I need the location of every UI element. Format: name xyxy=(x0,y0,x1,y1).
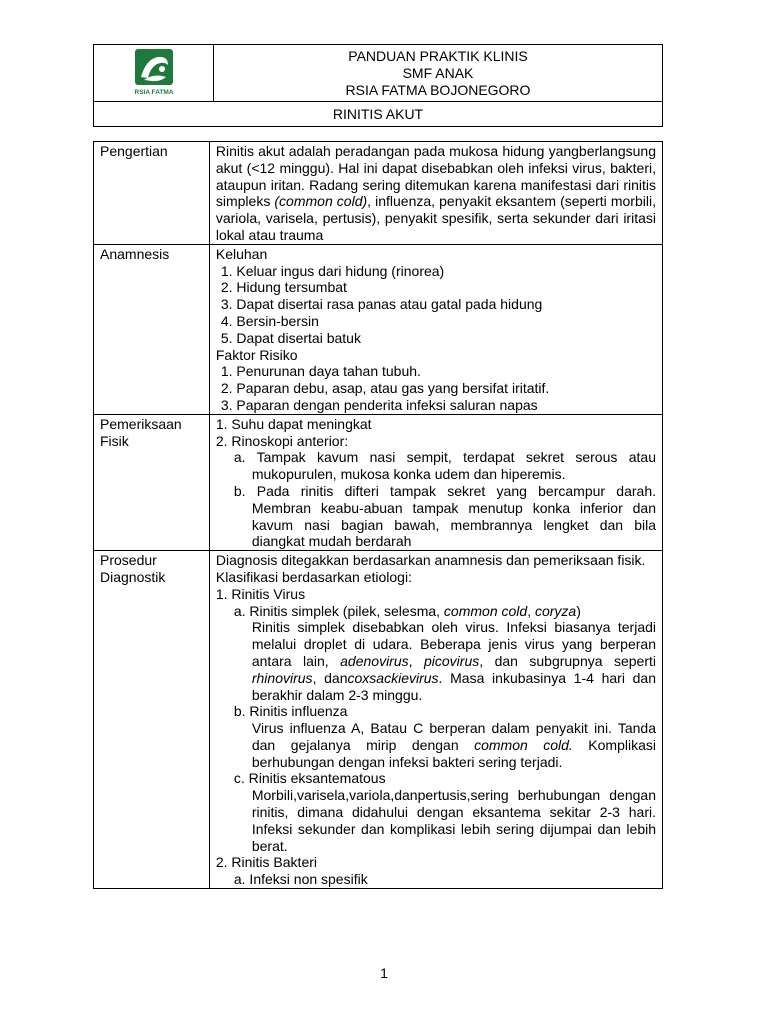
faktor-risiko-heading: Faktor Risiko xyxy=(215,346,298,363)
italic-term: coxsackievirus xyxy=(347,669,439,686)
keluhan-item: 3. Dapat disertai rasa panas atau gatal pada hidung xyxy=(220,296,543,313)
italic-term: adenovirus xyxy=(340,652,409,669)
text-segment: Komplikasi berhubungan dengan infeksi bakteri sering terjadi. xyxy=(251,736,656,770)
pengertian-text-1: Rinitis akut adalah peradangan pada mukosa hidung yangberlangsung akut (<12 minggu). Hal ini dapat disebabkan oleh infeksi virus, bakteri, ataupun iritan. Radang sering ditemukan karena manifestasi dari rinitis simpleks xyxy=(215,143,656,210)
italic-term: common cold. xyxy=(474,736,573,753)
title-line-3: RSIA FATMA BOJONEGORO xyxy=(345,81,531,98)
rinoskopi-sub-b: b. Pada rinitis difteri tampak sekret yang bercampur darah. Membran keabu-abuan tampak menutup konka inferior dan kavum nasi bagian bawah, membrannya lengket dan bila diangkat mudah berdarah xyxy=(233,482,656,550)
italic-term: picovirus xyxy=(423,652,480,669)
label-line: Prosedur xyxy=(100,552,157,569)
keluhan-item: 2. Hidung tersumbat xyxy=(220,279,347,296)
content-pemeriksaan-fisik xyxy=(209,414,662,550)
infeksi-non-spesifik-heading: a. Infeksi non spesifik xyxy=(233,871,368,888)
text-segment: , xyxy=(408,652,424,669)
rinitis-simplek-body xyxy=(216,619,656,703)
text-segment: . Masa inkubasinya 1-4 hari dan berakhir dalam 2-3 minggu. xyxy=(251,669,657,703)
rinitis-eksantematous-heading: c. Rinitis eksantematous xyxy=(233,770,386,787)
content-anamnesis xyxy=(209,244,662,414)
rinoskopi-sub-a: a. Tampak kavum nasi sempit, terdapat sekret serous atau mukopurulen, mukosa konka udem dan hiperemis. xyxy=(233,449,656,483)
rinitis-influenza-body xyxy=(216,720,656,770)
keluhan-item: 5. Dapat disertai batuk xyxy=(220,329,361,346)
label-pemeriksaan-fisik xyxy=(94,414,210,550)
prosedur-intro: Diagnosis ditegakkan berdasarkan anamnesis dan pemeriksaan fisik. xyxy=(215,552,646,569)
rinitis-influenza-heading: b. Rinitis influenza xyxy=(233,703,348,720)
text-segment: a. Rinitis simplek (pilek, selesma, xyxy=(233,602,444,619)
row-prosedur-diagnostik xyxy=(94,551,663,889)
topic-title: RINITIS AKUT xyxy=(94,102,663,127)
clinical-guide-table xyxy=(93,141,663,889)
klasifikasi-heading: Klasifikasi berdasarkan etiologi: xyxy=(215,568,412,585)
page-number: 1 xyxy=(380,965,388,981)
text-segment: ) xyxy=(576,602,581,619)
rinitis-simplek-heading xyxy=(216,603,656,620)
italic-term: rhinovirus xyxy=(251,669,313,686)
rinitis-virus-heading: 1. Rinitis Virus xyxy=(215,585,306,602)
text-segment: Virus influenza A, Batau C berperan dalam penyakit ini. Tanda dan gejalanya mirip dengan xyxy=(251,720,656,753)
pengertian-italic: (common cold) xyxy=(274,193,368,210)
italic-term: coryza xyxy=(534,602,577,619)
label-prosedur-diagnostik xyxy=(94,551,210,889)
text-segment: , dan subgrupnya seperti xyxy=(479,652,657,669)
row-pemeriksaan-fisik xyxy=(94,414,663,550)
keluhan-item: 4. Bersin-bersin xyxy=(220,312,319,329)
title-line-2: SMF ANAK xyxy=(402,64,474,81)
text-segment: , dan xyxy=(312,669,348,686)
label-line: Fisik xyxy=(100,432,129,449)
keluhan-item: 1. Keluar ingus dari hidung (rinorea) xyxy=(220,262,445,279)
row-anamnesis xyxy=(94,244,663,414)
header-table xyxy=(93,44,663,127)
faktor-risiko-item: 3. Paparan dengan penderita infeksi saluran napas xyxy=(220,396,538,413)
label-line: Pemeriksaan xyxy=(100,415,182,432)
hospital-logo xyxy=(124,47,184,97)
rinitis-bakteri-heading: 2. Rinitis Bakteri xyxy=(215,854,318,871)
italic-term: common cold xyxy=(443,602,528,619)
document-title xyxy=(214,45,663,102)
pemeriksaan-item: 1. Suhu dapat meningkat xyxy=(215,415,372,432)
pemeriksaan-item: 2. Rinoskopi anterior: xyxy=(215,432,349,449)
logo-text: RSIA FATMA xyxy=(134,88,173,96)
content-prosedur-diagnostik xyxy=(209,551,662,889)
logo-cell xyxy=(94,45,214,102)
row-pengertian xyxy=(94,142,663,245)
label-anamnesis: Anamnesis xyxy=(94,244,210,414)
pengertian-text-2: , influenza, penyakit eksantem (seperti morbili, variola, varisela, pertusis), penyakit spesifik, serta sekunder dari iritasi lokal atau trauma xyxy=(215,193,656,243)
rinitis-eksantematous-body: Morbili,varisela,variola,danpertusis,sering berhubungan dengan rinitis, dimana didahului dengan eksantema sekitar 2-3 hari. Infeksi sekunder dan komplikasi lebih sering dijumpai dan lebih berat. xyxy=(251,787,656,854)
keluhan-heading: Keluhan xyxy=(215,245,268,262)
title-line-1: PANDUAN PRAKTIK KLINIS xyxy=(348,47,528,64)
text-segment: Rinitis simplek disebabkan oleh virus. Infeksi biasanya terjadi melalui droplet di udara. Beberapa jenis virus yang berperan antara lain, xyxy=(251,619,656,669)
label-line: Diagnostik xyxy=(100,568,166,585)
content-pengertian xyxy=(209,142,662,245)
label-pengertian: Pengertian xyxy=(94,142,210,245)
text-segment: , xyxy=(527,602,535,619)
faktor-risiko-item: 2. Paparan debu, asap, atau gas yang bersifat iritatif. xyxy=(220,380,550,397)
faktor-risiko-item: 1. Penurunan daya tahan tubuh. xyxy=(220,363,421,380)
